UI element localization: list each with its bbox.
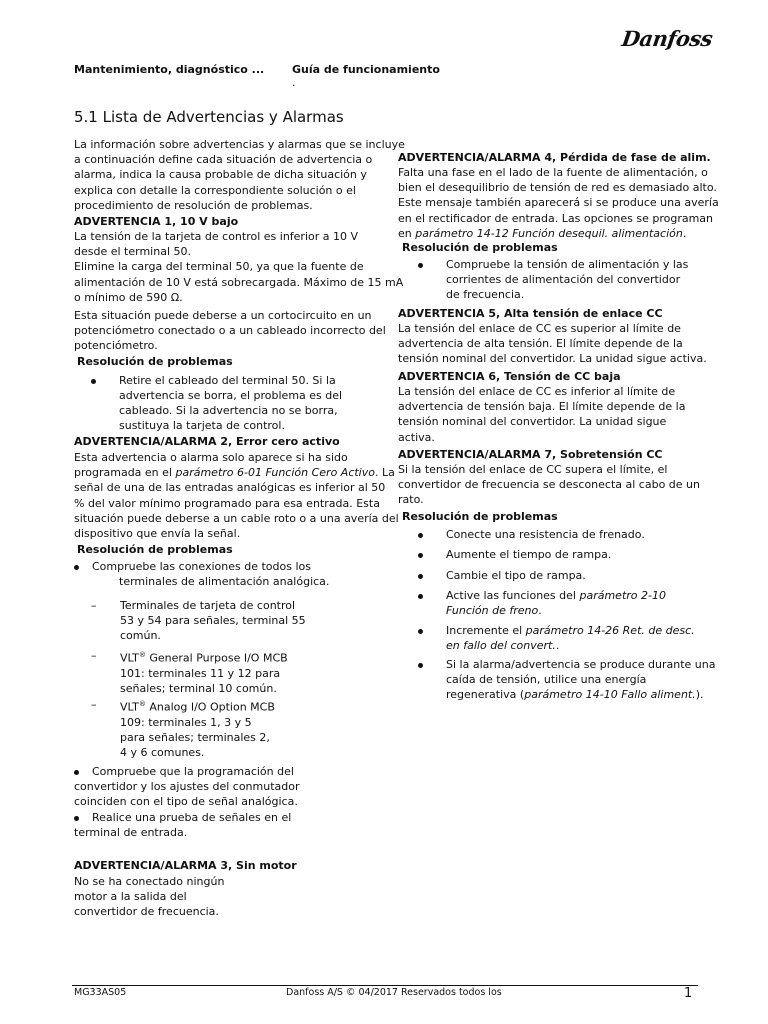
w2-bullet-2: Compruebe que la programación del convertidor y los ajustes del conmutador coinciden con el tipo de señal analógica. <box>74 765 300 808</box>
w2-bullet-1: Compruebe las conexiones de todos los terminales de alimentación analógica. <box>74 559 329 589</box>
w1-body: La tensión de la tarjeta de control es inferior a 10 V desde el terminal 50. Elimine la carga del terminal 50, ya que la fuente de alimentación de 10 V está sobrecargada. Máximo de 15 mA o mínimo de 590 Ω. <box>74 230 404 304</box>
w3-body: No se ha conectado ningún motor a la salida del convertidor de frecuencia. <box>74 875 225 919</box>
w7-body: Si la tensión del enlace de CC supera el límite, el convertidor de frecuencia se desconecta al cabo de un rato. <box>398 463 700 507</box>
w7-bullet-4: Active las funciones del parámetro 2-10 Función de freno. <box>446 589 666 617</box>
w6-body: La tensión del enlace de CC es inferior al límite de advertencia de tensión baja. El límite depende de la tensión nominal del convertidor. La unidad sigue activa. <box>398 385 686 444</box>
w3-heading: ADVERTENCIA/ALARMA 3, Sin motor <box>74 859 297 872</box>
w2-res-heading: Resolución de problemas <box>77 543 233 556</box>
section-title: 5.1 Lista de Advertencias y Alarmas <box>74 108 344 126</box>
footer-page-number: 1 <box>684 986 693 1001</box>
w5-heading: ADVERTENCIA 5, Alta tensión de enlace CC <box>398 307 663 320</box>
w7-bullet-5: Incremente el parámetro 14-26 Ret. de desc. en fallo del convert.. <box>446 624 695 652</box>
w1-res-heading: Resolución de problemas <box>77 355 233 368</box>
w2-bullet-3: Realice una prueba de señales en el terminal de entrada. <box>74 811 292 839</box>
w1-body-2: Esta situación puede deberse a un cortocircuito en un potenciómetro conectado o a un cableado incorrecto del potenciómetro. <box>74 309 386 353</box>
w4-heading: ADVERTENCIA/ALARMA 4, Pérdida de fase de alim. <box>398 151 711 164</box>
w7-bullet-2: Aumente el tiempo de rampa. <box>446 548 612 561</box>
header-section-label: Mantenimiento, diagnóstico ... <box>74 63 265 76</box>
w6-heading: ADVERTENCIA 6, Tensión de CC baja <box>398 370 621 383</box>
header-guide-sub: . <box>292 76 296 89</box>
w7-res-heading: Resolución de problemas <box>402 510 558 523</box>
danfoss-logo: Danfoss <box>620 26 715 51</box>
intro-paragraph: La información sobre advertencias y alarmas que se incluye a continuación define cada situación de advertencia o alarma, indica la causa probable de dicha situación y explica con detalle la correspondiente solución o el procedimiento de resolución de problemas. <box>74 138 405 212</box>
w2-dash-1: – Terminales de tarjeta de control 53 y 54 para señales, terminal 55 común. <box>120 598 306 643</box>
w7-bullet-3: Cambie el tipo de rampa. <box>446 569 586 582</box>
w7-bullet-6: Si la alarma/advertencia se produce durante una caída de tensión, utilice una energía regenerativa (parámetro 14-10 Fallo aliment.). <box>446 658 716 701</box>
footer-doc-code: MG33AS05 <box>74 987 127 998</box>
w4-body: Falta una fase en el lado de la fuente de alimentación, o bien el desequilibrio de tensión de red es demasiado alto. Este mensaje también aparecerá si se produce una avería en el rectificador de entrada. Las opciones se programan en parámetro 14-12 Función desequil. alimentación. <box>398 166 719 240</box>
w2-dash-2: – VLT® General Purpose I/O MCB 101: terminales 11 y 12 para señales; terminal 10 común. <box>120 648 288 696</box>
header-guide-title: Guía de funcionamiento <box>292 63 440 76</box>
w2-body: Esta advertencia o alarma solo aparece si ha sido programada en el parámetro 6-01 Función Cero Activo. La señal de una de las entradas analógicas es inferior al 50 % del valor mínimo programado para esa entrada. Esta situación puede deberse a un cable roto o a una avería del dispositivo que envía la señal. <box>74 451 399 541</box>
w2-dash-3: – VLT® Analog I/O Option MCB 109: terminales 1, 3 y 5 para señales; terminales 2, 4 y 6 comunes. <box>120 697 275 760</box>
w2-heading: ADVERTENCIA/ALARMA 2, Error cero activo <box>74 435 340 448</box>
footer-rule <box>72 985 698 986</box>
w1-heading: ADVERTENCIA 1, 10 V bajo <box>74 215 239 228</box>
w5-body: La tensión del enlace de CC es superior al límite de advertencia de alta tensión. El límite depende de la tensión nominal del convertidor. La unidad sigue activa. <box>398 322 707 366</box>
w4-bullet: Compruebe la tensión de alimentación y las corrientes de alimentación del convertidor de frecuencia. <box>446 258 689 301</box>
footer-copyright: Danfoss A/S © 04/2017 Reservados todos los <box>286 987 502 998</box>
w7-bullet-1: Conecte una resistencia de frenado. <box>446 528 645 541</box>
w7-heading: ADVERTENCIA/ALARMA 7, Sobretensión CC <box>398 448 663 461</box>
w1-bullet: Retire el cableado del terminal 50. Si la advertencia se borra, el problema es del cableado. Si la advertencia no se borra, sustituya la tarjeta de control. <box>119 374 343 432</box>
w4-res-heading: Resolución de problemas <box>402 241 558 254</box>
